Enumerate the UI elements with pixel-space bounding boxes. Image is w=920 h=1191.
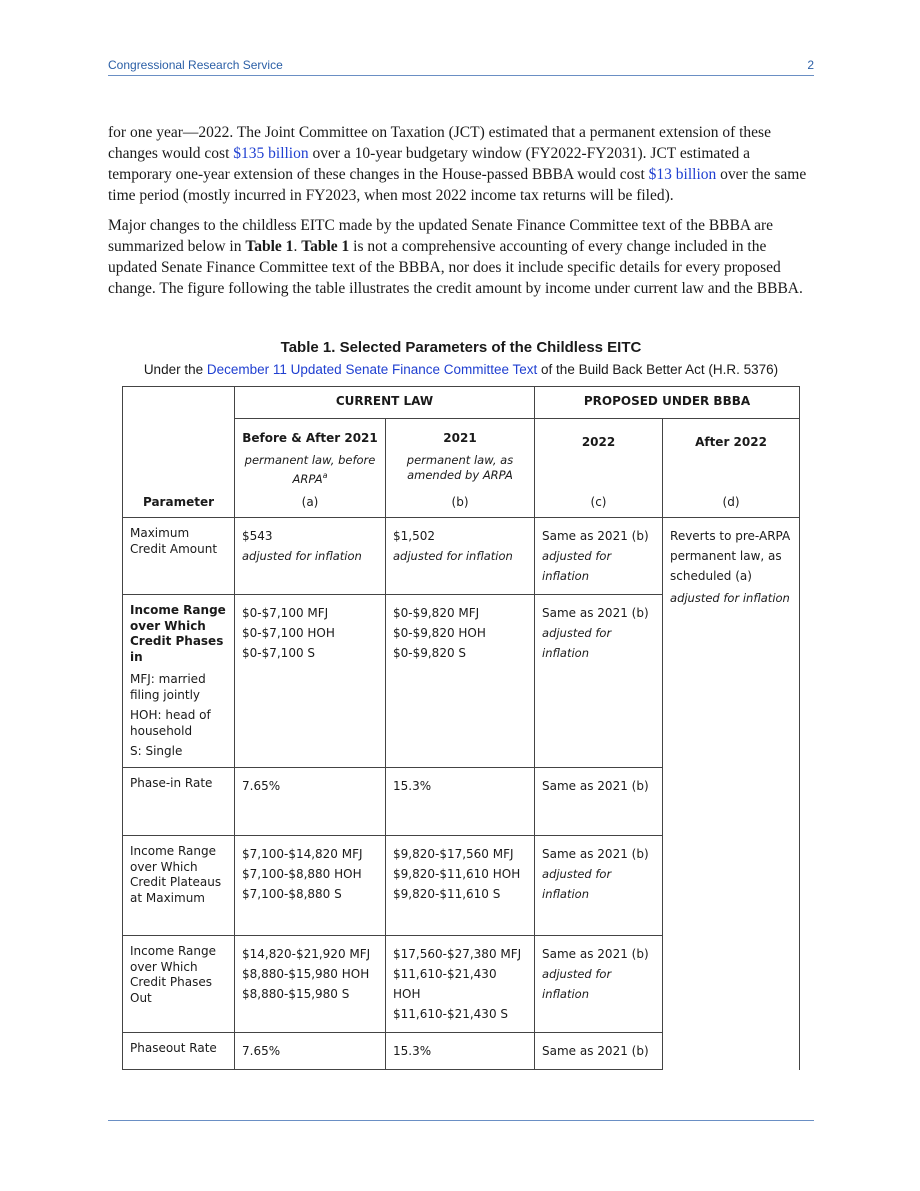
parameter-header: Parameter bbox=[142, 495, 215, 509]
cell-phase-in-rate-b: 15.3% bbox=[386, 768, 535, 836]
column-title: 2021 bbox=[443, 431, 477, 445]
cell-phase-out-range-a bbox=[235, 936, 386, 1033]
cell-value: $0-$9,820 MFJ bbox=[393, 606, 480, 620]
cell-note: adjusted for inflation bbox=[670, 591, 790, 605]
column-title: 2022 bbox=[581, 435, 616, 449]
paragraph-2 bbox=[108, 215, 814, 299]
row-name-max-credit: Maximum Credit Amount bbox=[123, 518, 235, 595]
cell-phase-out-rate-c: Same as 2021 (b) bbox=[535, 1033, 663, 1070]
column-label: (b) bbox=[451, 495, 469, 509]
cell-phase-in-rate-c: Same as 2021 (b) bbox=[535, 768, 663, 836]
cell-value: $8,880-$15,980 HOH bbox=[242, 967, 370, 981]
cell-note: adjusted for inflation bbox=[542, 967, 612, 1001]
page-number: 2 bbox=[807, 58, 814, 72]
cell-value: Same as 2021 (b) bbox=[542, 947, 649, 961]
cell-value: $11,610-$21,430 HOH bbox=[393, 967, 497, 1001]
cell-value: $0-$7,100 MFJ bbox=[242, 606, 329, 620]
cell-value: Reverts to pre-ARPA permanent law, as scheduled (a) bbox=[670, 529, 791, 583]
footnote-marker: a bbox=[322, 471, 328, 480]
paragraph-1 bbox=[108, 122, 814, 206]
senate-finance-text-link[interactable]: December 11 Updated Senate Finance Committee Text bbox=[206, 362, 538, 377]
column-description bbox=[242, 453, 378, 487]
cell-phase-out-rate-a: 7.65% bbox=[235, 1033, 386, 1070]
current-law-group-header: CURRENT LAW bbox=[235, 387, 535, 419]
cell-phase-in-rate-a: 7.65% bbox=[235, 768, 386, 836]
cell-value: $543 bbox=[242, 529, 273, 543]
subtitle-text: Under the bbox=[143, 362, 207, 377]
column-label: (c) bbox=[590, 495, 607, 509]
parameter-header-cell bbox=[123, 387, 235, 518]
column-title: After 2022 bbox=[695, 435, 767, 449]
cost-link-135-billion[interactable]: $135 billion bbox=[233, 145, 309, 162]
eitc-parameters-table bbox=[122, 386, 800, 1070]
cell-note: adjusted for inflation bbox=[542, 867, 612, 901]
abbrev-note-hoh: HOH: head of household bbox=[130, 708, 211, 738]
col-header-before-after-2021 bbox=[235, 419, 386, 518]
paragraph-text: Major changes to the childless EITC made by the updated Senate Finance Committee text of the BBBA are summarized below in bbox=[108, 217, 774, 255]
cost-link-13-billion[interactable]: $13 billion bbox=[648, 166, 717, 183]
cell-note: adjusted for inflation bbox=[242, 549, 362, 563]
header-rule bbox=[108, 75, 814, 76]
cell-value: $17,560-$27,380 MFJ bbox=[393, 947, 522, 961]
cell-value: $11,610-$21,430 S bbox=[393, 1007, 509, 1021]
cell-value: $14,820-$21,920 MFJ bbox=[242, 947, 371, 961]
paragraph-text: is not a comprehensive accounting of every change included in the updated Senate Finance Committee text of the BBBA, nor does it include specific details for every proposed change. The figure following the table illustrates the credit amount by income under current law and the BBBA. bbox=[108, 238, 803, 297]
cell-max-credit-c bbox=[535, 518, 663, 595]
col-header-after-2022 bbox=[663, 419, 800, 518]
table-reference: Table 1 bbox=[245, 238, 294, 255]
page-header bbox=[108, 58, 814, 76]
row-name-phase-in-range-cell bbox=[123, 595, 235, 768]
cell-note: adjusted for inflation bbox=[542, 549, 612, 583]
row-name-phase-in-range: Income Range over Which Credit Phases in bbox=[130, 603, 226, 664]
row-name-phase-in-rate: Phase-in Rate bbox=[123, 768, 235, 836]
cell-phase-in-range-a bbox=[235, 595, 386, 768]
paragraph-text: over the same time period (mostly incurred in FY2023, when most 2022 income tax returns will be filed). bbox=[108, 166, 807, 204]
cell-max-credit-b bbox=[386, 518, 535, 595]
table-row bbox=[123, 518, 800, 595]
cell-value: Same as 2021 (b) bbox=[542, 606, 649, 620]
proposed-bbba-group-header: PROPOSED UNDER BBBA bbox=[535, 387, 800, 419]
row-name-phase-out-range: Income Range over Which Credit Phases Out bbox=[123, 936, 235, 1033]
table-title: Table 1. Selected Parameters of the Childless EITC bbox=[280, 339, 642, 356]
abbrev-note-s: S: Single bbox=[130, 744, 183, 758]
cell-after-2022 bbox=[663, 518, 800, 1070]
paragraph-text: over a 10-year budgetary window (FY2022-FY2031). JCT estimated a temporary one-year extension of these changes in the House-passed BBBA would cost bbox=[108, 145, 750, 183]
cell-value: $0-$9,820 S bbox=[393, 646, 467, 660]
row-name-phase-out-rate: Phaseout Rate bbox=[123, 1033, 235, 1070]
row-name-plateau-range: Income Range over Which Credit Plateaus at Maximum bbox=[123, 836, 235, 936]
cell-value: $7,100-$14,820 MFJ bbox=[242, 847, 363, 861]
subtitle-text: of the Build Back Better Act (H.R. 5376) bbox=[537, 362, 779, 377]
column-title: Before & After 2021 bbox=[242, 431, 378, 445]
cell-value: $9,820-$11,610 HOH bbox=[393, 867, 521, 881]
cell-value: $1,502 bbox=[393, 529, 435, 543]
cell-phase-out-rate-b: 15.3% bbox=[386, 1033, 535, 1070]
cell-value: $7,100-$8,880 S bbox=[242, 887, 342, 901]
table-reference: Table 1 bbox=[301, 238, 350, 255]
footer-rule bbox=[108, 1120, 814, 1121]
cell-plateau-range-c bbox=[535, 836, 663, 936]
col-header-2022 bbox=[535, 419, 663, 518]
cell-value: $0-$7,100 S bbox=[242, 646, 316, 660]
table-subtitle bbox=[108, 362, 814, 377]
cell-phase-in-range-b bbox=[386, 595, 535, 768]
header-org-name: Congressional Research Service bbox=[108, 58, 283, 72]
cell-phase-out-range-b bbox=[386, 936, 535, 1033]
cell-value: $0-$7,100 HOH bbox=[242, 626, 335, 640]
cell-plateau-range-a bbox=[235, 836, 386, 936]
body-text bbox=[108, 122, 814, 308]
cell-value: $9,820-$11,610 S bbox=[393, 887, 501, 901]
cell-value: Same as 2021 (b) bbox=[542, 847, 649, 861]
column-description-text: permanent law, before ARPA bbox=[244, 453, 376, 486]
cell-value: $7,100-$8,880 HOH bbox=[242, 867, 362, 881]
cell-value: $0-$9,820 HOH bbox=[393, 626, 486, 640]
abbrev-note-mfj: MFJ: married filing jointly bbox=[130, 672, 206, 702]
cell-max-credit-a bbox=[235, 518, 386, 595]
cell-value: Same as 2021 (b) bbox=[542, 529, 649, 543]
column-label: (a) bbox=[301, 495, 319, 509]
cell-value: $9,820-$17,560 MFJ bbox=[393, 847, 514, 861]
paragraph-text: . bbox=[293, 238, 302, 255]
cell-phase-out-range-c bbox=[535, 936, 663, 1033]
cell-note: adjusted for inflation bbox=[393, 549, 513, 563]
paragraph-text: for one year—2022. The Joint Committee on Taxation (JCT) estimated that a permanent extension of these changes would cost bbox=[108, 124, 771, 162]
cell-value: $8,880-$15,980 S bbox=[242, 987, 350, 1001]
cell-plateau-range-b bbox=[386, 836, 535, 936]
column-description: permanent law, as amended by ARPA bbox=[406, 453, 514, 482]
cell-phase-in-range-c bbox=[535, 595, 663, 768]
column-label: (d) bbox=[722, 495, 740, 509]
col-header-2021 bbox=[386, 419, 535, 518]
cell-note: adjusted for inflation bbox=[542, 626, 612, 660]
